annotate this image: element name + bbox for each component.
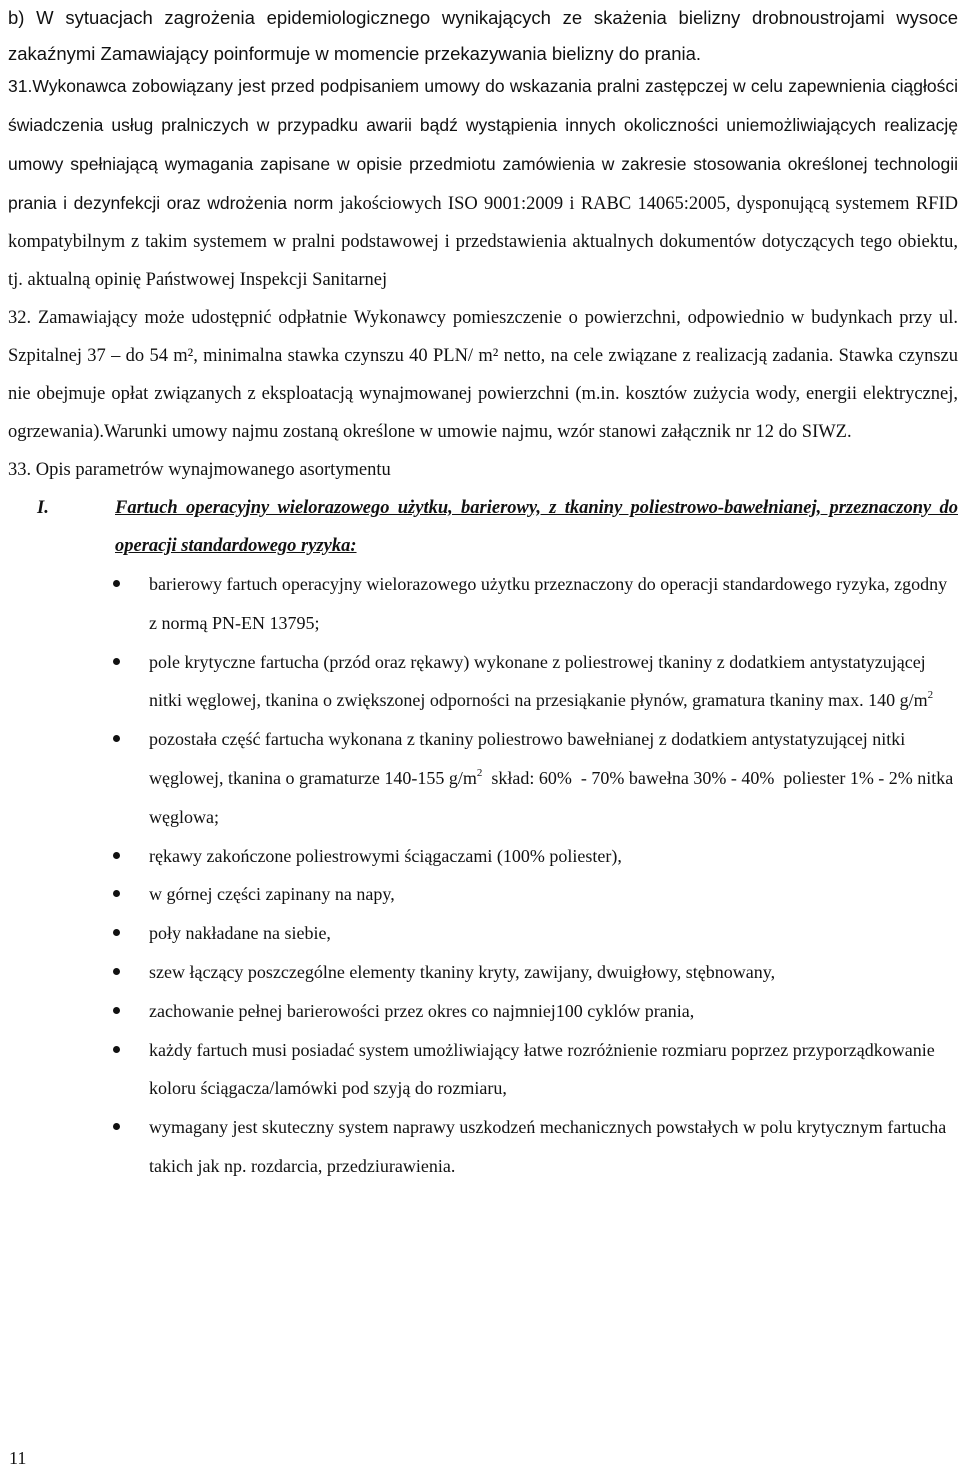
page-number: 11 [9, 1448, 27, 1468]
bullet-icon [113, 1046, 120, 1053]
paragraph-section-b: b) W sytuacjach zagrożenia epidemiologicznego wynikających ze skażenia bielizny drobnoustrojami wysoce zakaźnymi Zamawiający poinformuje w momencie przekazywania bielizny do prania. [8, 7, 958, 64]
bullet-icon [113, 1007, 120, 1014]
list-item: rękawy zakończone poliestrowymi ściągaczami (100% poliester), [149, 837, 958, 876]
heading-item-33: 33. Opis parametrów wynajmowanego asortymentu [8, 460, 391, 480]
bullet-icon [113, 929, 120, 936]
bullet-icon [113, 968, 120, 975]
list-item: barierowy fartuch operacyjny wielorazowego użytku przeznaczony do operacji standardowego ryzyka, zgodny z normą PN-EN 13795; [149, 565, 958, 643]
paragraph-item-31 [8, 67, 958, 299]
list-item: w górnej części zapinany na napy, [149, 875, 958, 914]
list-item: każdy fartuch musi posiadać system umożliwiający łatwe rozróżnienie rozmiaru poprzez przyporządkowanie koloru ściągacza/lamówki pod szyją do rozmiaru, [149, 1031, 958, 1109]
superscript: 2 [476, 766, 483, 779]
list-item: wymagany jest skuteczny system naprawy uszkodzeń mechanicznych powstałych w polu krytycznym fartucha takich jak np. rozdarcia, przedziurawienia. [149, 1108, 958, 1186]
section-I-numeral: I. [37, 498, 49, 518]
bullet-icon [113, 1123, 120, 1130]
list-item: pozostała część fartucha wykonana z tkaniny poliestrowo bawełnianej z dodatkiem antystatyzującej nitki węglowej, tkanina o gramaturze 140-155 $g/m^2$ skład: 60% - 70% bawełna 30% - 40% poliester 1% - 2% nitka węglowa; [149, 720, 958, 836]
paragraph-item-32: 32. Zamawiający może udostępnić odpłatnie Wykonawcy pomieszczenie o powierzchni, odpowiednio w budynkach przy ul. Szpitalnej 37 – do 54 m², minimalna stawka czynszu 40 PLN/ m² netto, na cele związane z realizacją zadania. Stawka czynszu nie obejmuje opłat związanych z eksploatacją wynajmowanej powierzchni (m.in. kosztów zużycia wody, energii elektrycznej, ogrzewania).Warunki umowy najmu zostaną określone w umowie najmu, wzór stanowi załącznik nr 12 do SIWZ. [8, 308, 958, 442]
requirements-list [8, 565, 958, 1186]
item-31-lead: 31.Wykonawca zobowiązany jest przed podpisaniem umowy do wskazania pralni zastępczej w celu zapewnienia ciągłości świadczenia usług pralniczych w przypadku awarii bądź wystąpienia innych okoliczności uniemożliwiających realizację umowy spełniającą wymagania zapisane w opisie przedmiotu zamówienia w zakresie stosowania określonej technologii prania i dezynfekcji oraz wdrożenia norm [8, 76, 958, 213]
bullet-icon [113, 580, 120, 587]
bullet-icon [113, 735, 120, 742]
section-I-title-text: Fartuch operacyjny wielorazowego użytku, barierowy, z tkaniny poliestrowo-bawełnianej, przeznaczony do operacji standardowego ryzyka: [115, 498, 958, 556]
list-item: poły nakładane na siebie, [149, 914, 958, 953]
document-content [8, 0, 958, 1186]
list-item: zachowanie pełnej barierowości przez okres co najmniej100 cyklów prania, [149, 992, 958, 1031]
bullet-icon [113, 852, 120, 859]
bullet-icon [113, 658, 120, 665]
item-31-rest: jakościowych ISO 9001:2009 i RABC 14065:2005, dysponującą systemem RFID kompatybilnym z takim systemem w pralni podstawowej i przedstawienia aktualnych dokumentów dotyczących tego obiektu, tj. aktualną opinię Państwowej Inspekcji Sanitarnej [8, 194, 958, 290]
list-item: szew łączący poszczególne elementy tkaniny kryty, zawijany, dwuigłowy, stębnowany, [149, 953, 958, 992]
superscript: 2 [927, 689, 934, 702]
section-I-title [8, 489, 958, 565]
bullet-icon [113, 890, 120, 897]
list-item: pole krytyczne fartucha (przód oraz rękawy) wykonane z poliestrowej tkaniny z dodatkiem antystatyzującej nitki węglowej, tkanina o zwiększonej odporności na przesiąkanie płynów, gramatura tkaniny max. 140 $g/m^2$ [149, 643, 958, 721]
